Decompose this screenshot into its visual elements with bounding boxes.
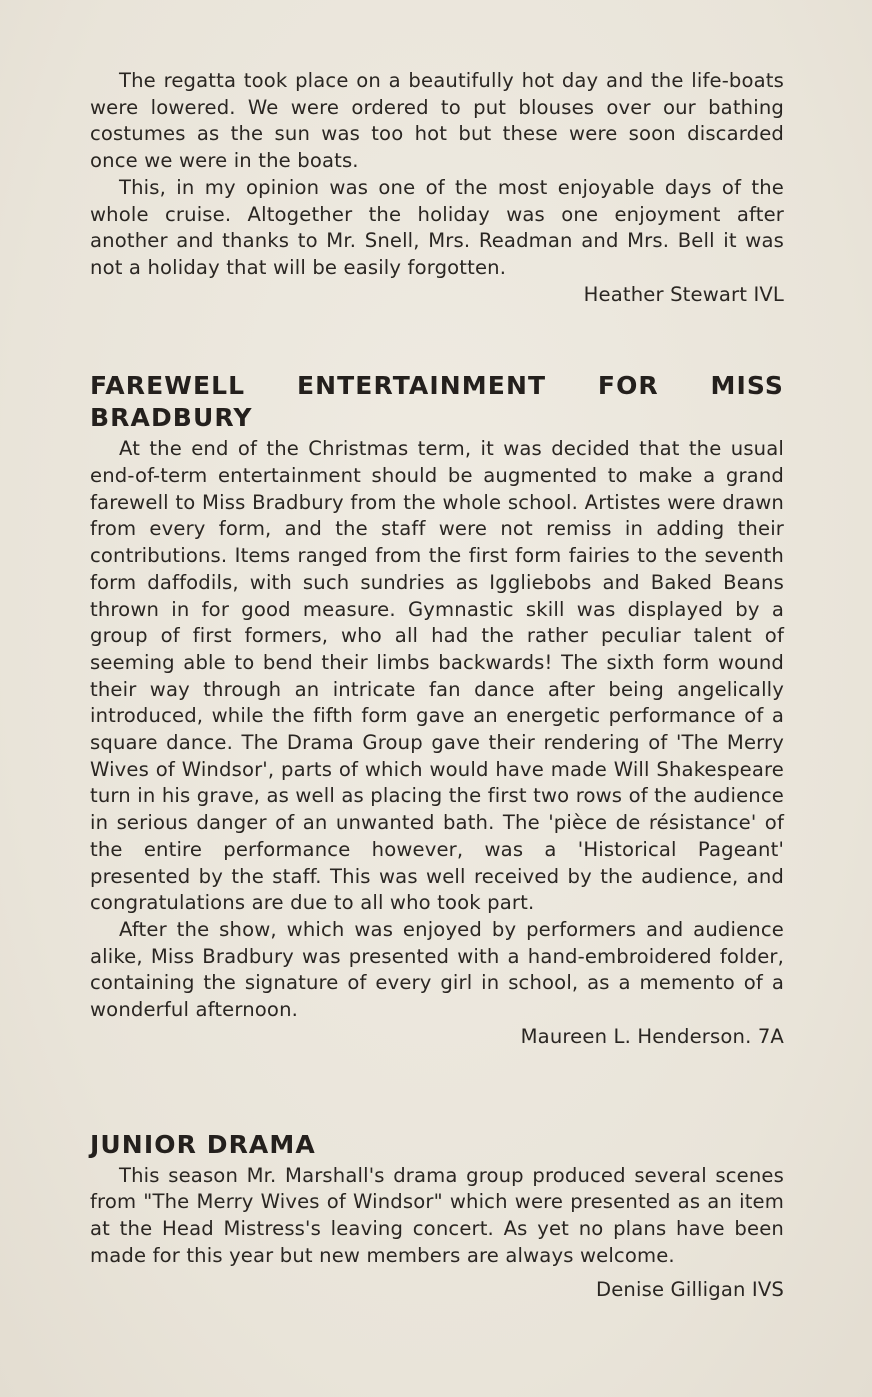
- author-signature: Maureen L. Henderson. 7A: [520, 1024, 784, 1048]
- section-heading-farewell: [90, 370, 784, 434]
- heading-line-2: BRADBURY: [90, 403, 253, 433]
- text-column: [90, 68, 784, 1304]
- body-paragraph: The regatta took place on a beautifully hot day and the life-boats were lowered. We were ordered to put blouses over our bathing costumes as the sun was too hot but these were soon discarded once we were in the boats.: [90, 69, 784, 173]
- farewell-section: [90, 436, 784, 1050]
- body-paragraph: At the end of the Christmas term, it was decided that the usual end-of-term entertainment should be augmented to make a grand farewell to Miss Bradbury from the whole school. Artistes were drawn from every form, and the staff were not remiss in adding their contributions. Items ranged from the first form fairies to the seventh form daffodils, with such sundries as Iggliebobs and Baked Beans thrown in for good measure. Gymnastic skill was displayed by a group of first formers, who all had the rather peculiar talent of seeming able to bend their limbs backwards! The sixth form wound their way through an intricate fan dance after being angelically introduced, while the fifth form gave an energetic performance of a square dance. The Drama Group gave their rendering of 'The Merry Wives of Windsor', parts of which would have made Will Shakespeare turn in his grave, as well as placing the first two rows of the audience in serious danger of an unwanted bath. The 'pièce de résistance' of the entire performance however, was a 'Historical Pageant' presented by the staff. This was well received by the audience, and congratulations are due to all who took part.: [90, 437, 784, 915]
- body-paragraph: After the show, which was enjoyed by performers and audience alike, Miss Bradbury was presented with a hand-embroidered folder, containing the signature of every girl in school, as a memento of a wonderful afternoon.: [90, 917, 784, 1022]
- heading-word: FOR: [597, 371, 659, 401]
- heading-word: MISS: [710, 371, 784, 401]
- section-heading-junior-drama: [90, 1129, 784, 1161]
- author-signature: Denise Gilligan IVS: [595, 1278, 784, 1302]
- junior-drama-section: [90, 1163, 784, 1305]
- heading-word: FAREWELL: [90, 371, 246, 401]
- heading-line: JUNIOR DRAMA: [90, 1129, 316, 1159]
- heading-line-1: [90, 370, 784, 402]
- regatta-section: [90, 68, 784, 308]
- body-paragraph: This, in my opinion was one of the most enjoyable days of the whole cruise. Altogether the holiday was one enjoyment after another and thanks to Mr. Snell, Mrs. Readman and Mrs. Bell it was not a holiday that will be easily forgotten.: [90, 175, 784, 279]
- body-paragraph: This season Mr. Marshall's drama group produced several scenes from "The Merry Wives of Windsor" which were presented as an item at the Head Mistress's leaving concert. As yet no plans have been made for this year but new members are always welcome.: [90, 1163, 784, 1267]
- author-signature: Heather Stewart IVL: [583, 282, 784, 306]
- heading-word: ENTERTAINMENT: [296, 371, 547, 401]
